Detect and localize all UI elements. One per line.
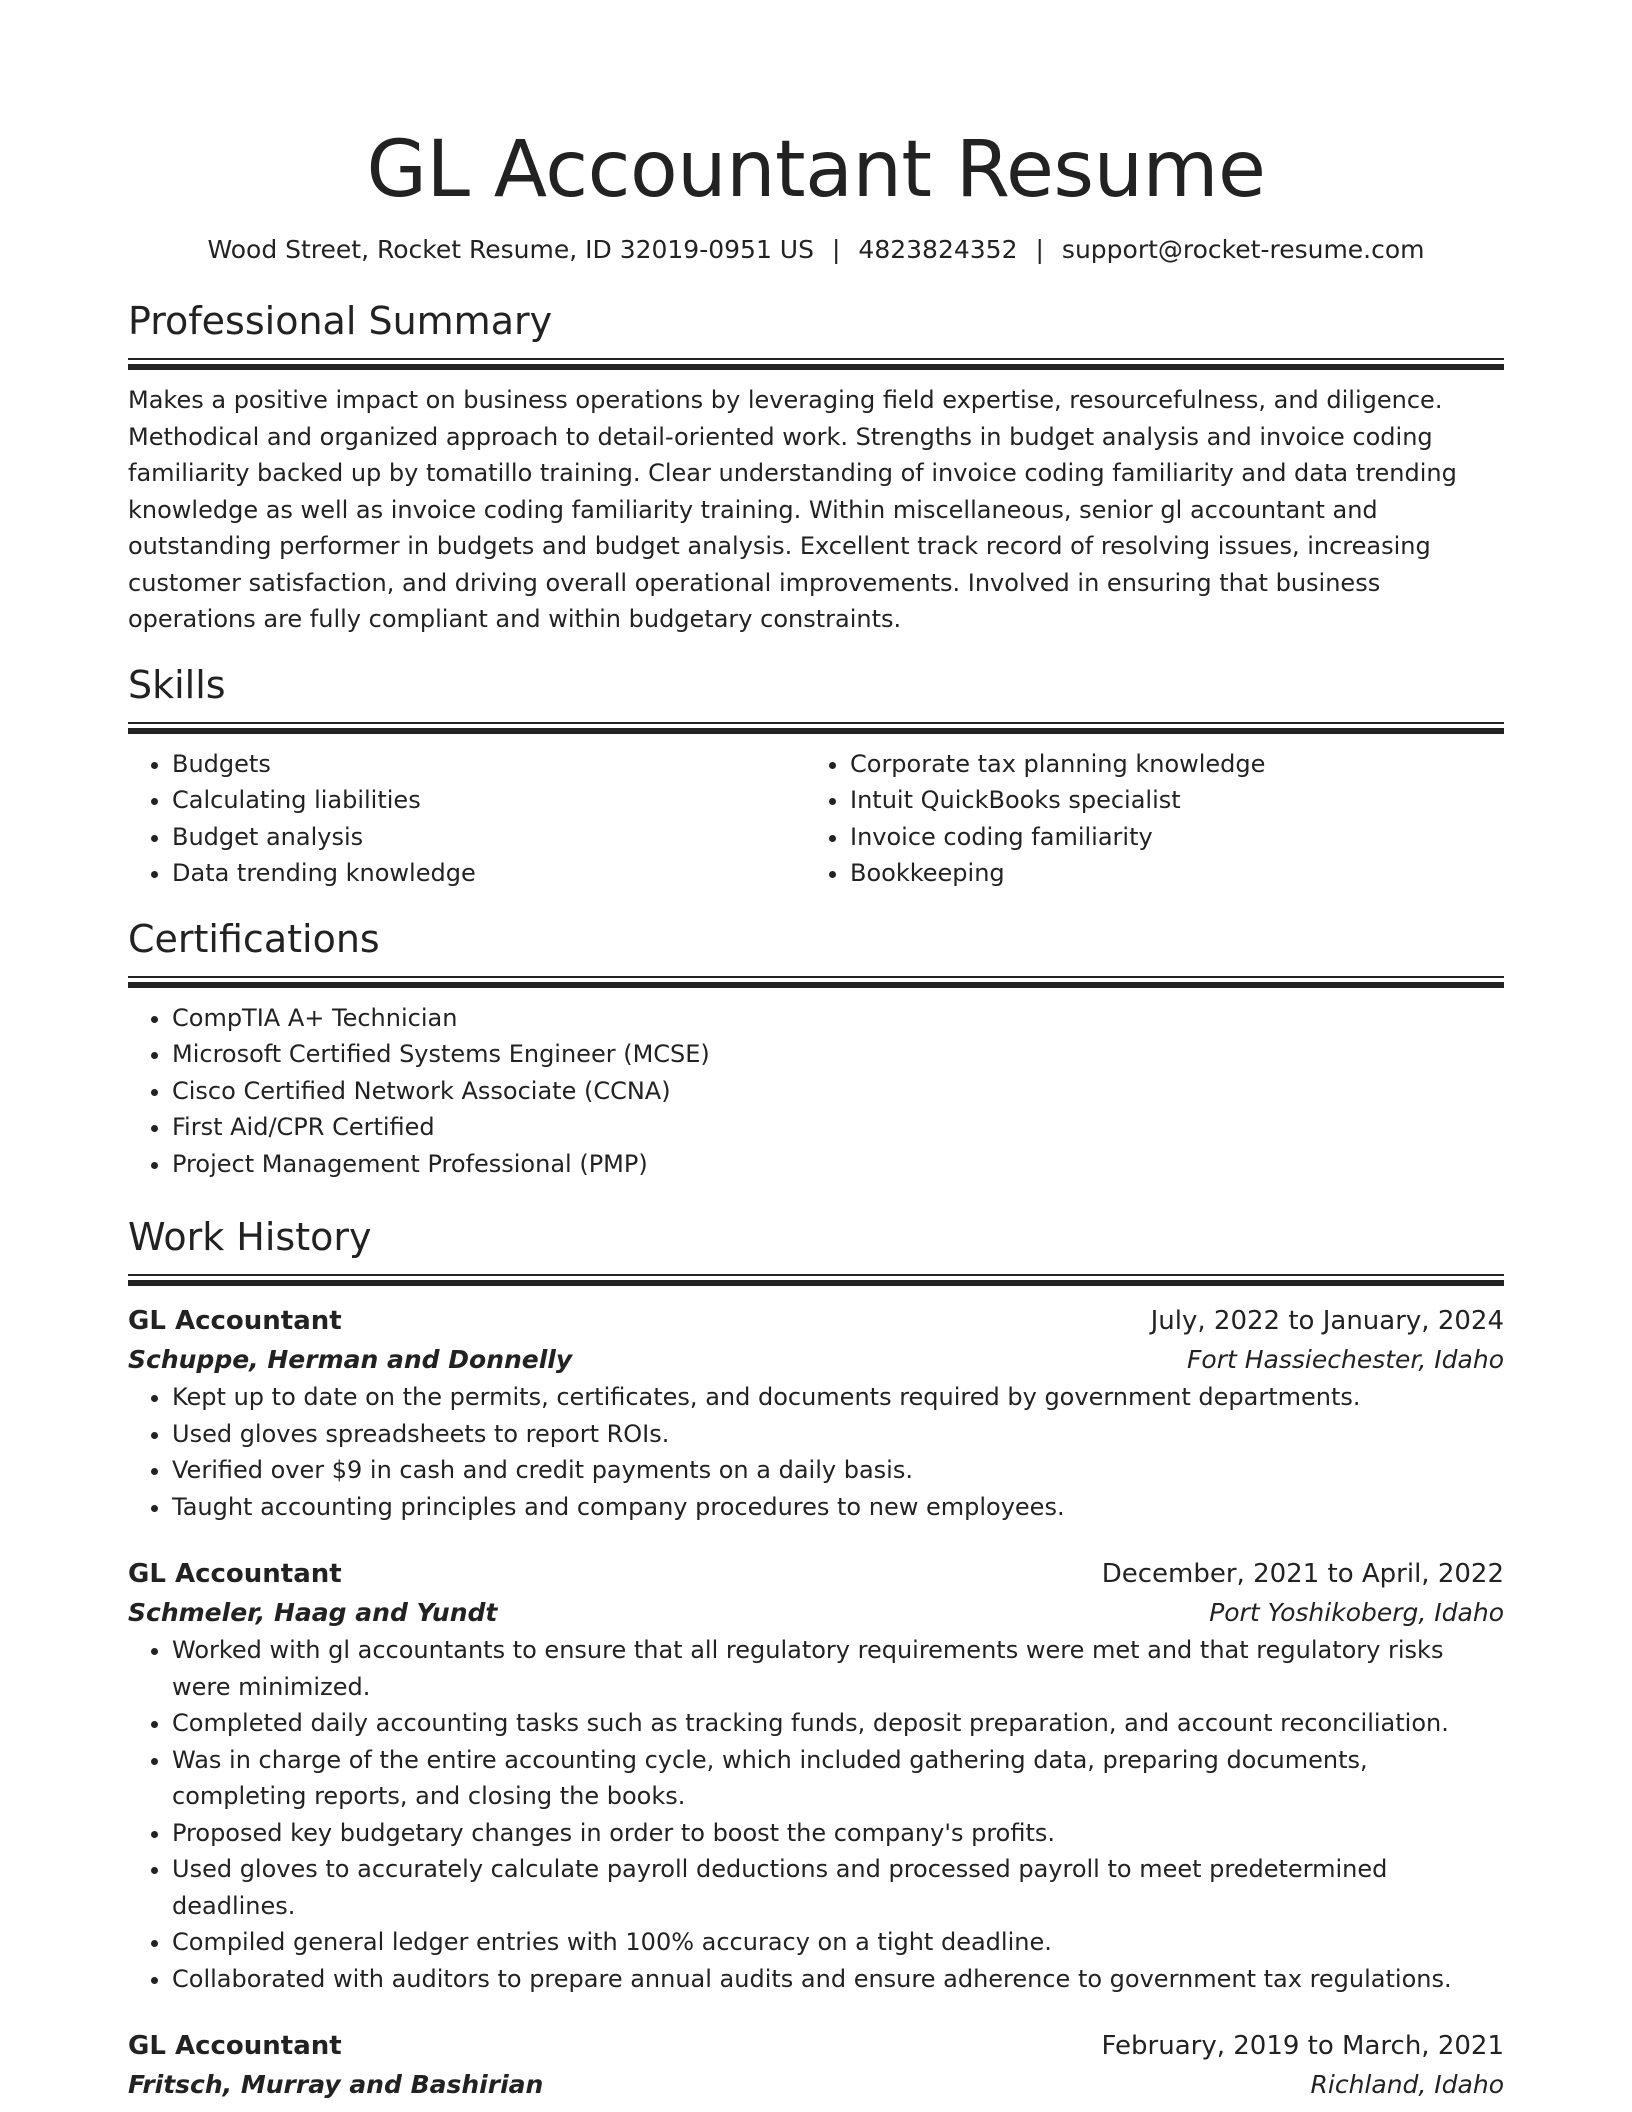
job-bullet-list — [128, 1379, 1504, 1525]
job-bullet: • Verified over $9 in cash and credit payments on a daily basis. — [172, 1452, 1504, 1489]
contact-line — [128, 234, 1504, 266]
certification-item: • First Aid/CPR Certified — [172, 1109, 1504, 1146]
job-bullet: • Kept up to date on the permits, certificates, and documents required by government departments. — [172, 1379, 1504, 1416]
summary-section — [128, 298, 1504, 638]
job-title: GL Accountant — [128, 1306, 342, 1336]
job-header — [128, 1302, 1504, 1340]
certification-item: • Microsoft Certified Systems Engineer (MCSE) — [172, 1036, 1504, 1073]
section-title-certifications: Certifications — [128, 916, 380, 961]
job-company: Fritsch, Murray and Bashirian — [128, 2070, 544, 2099]
certification-item: • Project Management Professional (PMP) — [172, 1146, 1504, 1183]
job-dates: December, 2021 to April, 2022 — [1101, 1559, 1504, 1589]
job-dates: July, 2022 to January, 2024 — [1150, 1306, 1504, 1336]
resume-title: GL Accountant Resume — [366, 125, 1266, 215]
job-company: Schuppe, Herman and Donnelly — [128, 1345, 573, 1374]
contact-separator: | — [831, 235, 841, 264]
work-history-section — [128, 1214, 1504, 2104]
certifications-list — [128, 1000, 1504, 1183]
skill-item: • Bookkeeping — [850, 855, 1484, 892]
skill-item: • Intuit QuickBooks specialist — [850, 782, 1484, 819]
skill-item: • Budget analysis — [172, 819, 806, 856]
job-entry — [128, 2027, 1504, 2104]
contact-separator: | — [1035, 235, 1044, 264]
job-bullet: • Compiled general ledger entries with 100% accuracy on a tight deadline. — [172, 1924, 1504, 1961]
section-title-skills: Skills — [128, 662, 226, 707]
job-header — [128, 2027, 1504, 2065]
skill-item: • Budgets — [172, 746, 806, 783]
job-location: Port Yoshikoberg, Idaho — [1209, 1598, 1504, 1627]
section-title-work-history: Work History — [128, 1215, 372, 1259]
contact-address: Wood Street, Rocket Resume, ID 32019-0951 US — [207, 235, 814, 264]
skill-item: • Corporate tax planning knowledge — [850, 746, 1484, 783]
skills-list-left — [128, 746, 806, 892]
job-company: Schmeler, Haag and Yundt — [128, 1598, 498, 1627]
job-entry — [128, 1555, 1504, 1997]
section-divider — [128, 722, 1504, 734]
certifications-section — [128, 916, 1504, 1183]
skills-column-right — [806, 746, 1484, 892]
section-title-summary: Professional Summary — [128, 299, 553, 343]
job-bullet: • Collaborated with auditors to prepare annual audits and ensure adherence to government tax regulations. — [172, 1961, 1504, 1998]
job-header — [128, 1555, 1504, 1593]
section-divider — [128, 976, 1504, 988]
certification-item: • Cisco Certified Network Associate (CCNA) — [172, 1073, 1504, 1110]
job-subheader — [128, 2066, 1504, 2104]
skills-columns — [128, 746, 1504, 892]
job-bullet: • Was in charge of the entire accounting cycle, which included gathering data, preparing documents, completing reports, and closing the books. — [172, 1742, 1504, 1815]
job-title: GL Accountant — [128, 2031, 342, 2061]
job-dates: February, 2019 to March, 2021 — [1101, 2031, 1504, 2061]
skills-section — [128, 662, 1504, 892]
job-bullet: • Proposed key budgetary changes in order to boost the company's profits. — [172, 1815, 1504, 1852]
section-divider — [128, 1274, 1504, 1286]
skill-item: • Invoice coding familiarity — [850, 819, 1484, 856]
job-subheader — [128, 1341, 1504, 1379]
job-subheader — [128, 1594, 1504, 1632]
certification-item: • CompTIA A+ Technician — [172, 1000, 1504, 1037]
job-bullet: • Worked with gl accountants to ensure that all regulatory requirements were met and that regulatory risks were minimized. — [172, 1632, 1504, 1705]
resume-page — [128, 0, 1504, 2104]
contact-phone: 4823824352 — [858, 235, 1018, 264]
job-entry — [128, 1302, 1504, 1525]
job-bullet: • Used gloves spreadsheets to report ROIs. — [172, 1416, 1504, 1453]
skills-column-left — [128, 746, 806, 892]
job-bullet: • Taught accounting principles and company procedures to new employees. — [172, 1489, 1504, 1526]
skill-item: • Data trending knowledge — [172, 855, 806, 892]
job-location: Fort Hassiechester, Idaho — [1187, 1345, 1504, 1374]
job-location: Richland, Idaho — [1310, 2070, 1504, 2099]
job-bullet-list — [128, 1632, 1504, 1997]
skill-item: • Calculating liabilities — [172, 782, 806, 819]
skills-list-right — [806, 746, 1484, 892]
summary-text: Makes a positive impact on business operations by leveraging field expertise, resourcefulness, and diligence. Methodical and organized approach to detail-oriented work. Strengths in budget analysis and invoice coding familiarity backed up by tomatillo training. Clear understanding of invoice coding familiarity and data trending knowledge as well as invoice coding familiarity training. Within miscellaneous, senior gl accountant and outstanding performer in budgets and budget analysis. Excellent track record of resolving issues, increasing customer satisfaction, and driving overall operational improvements. Involved in ensuring that business operations are fully compliant and within budgetary constraints. — [128, 386, 1457, 633]
job-title: GL Accountant — [128, 1559, 342, 1589]
contact-email[interactable]: support@rocket-resume.com — [1061, 235, 1425, 264]
job-bullet: • Completed daily accounting tasks such as tracking funds, deposit preparation, and account reconciliation. — [172, 1705, 1504, 1742]
job-bullet: • Used gloves to accurately calculate payroll deductions and processed payroll to meet predetermined deadlines. — [172, 1851, 1504, 1924]
section-divider — [128, 358, 1504, 370]
